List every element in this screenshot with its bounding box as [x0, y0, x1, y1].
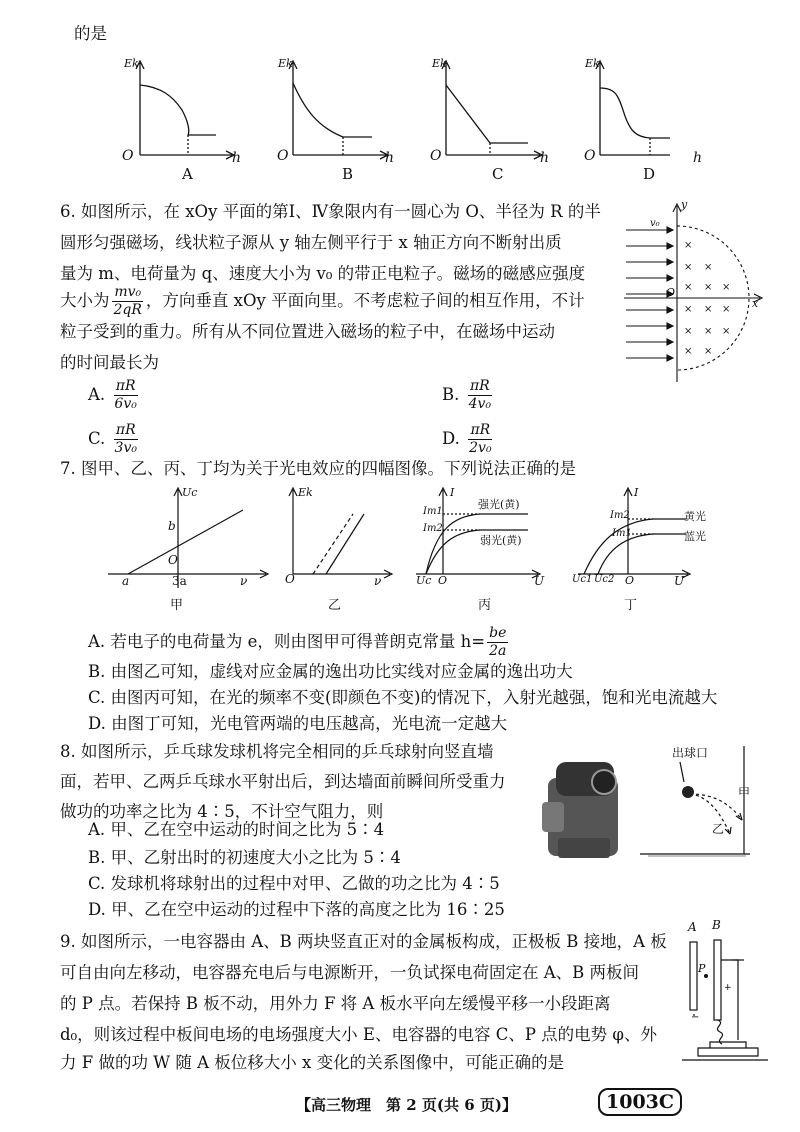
ek-h-graphs — [110, 55, 670, 195]
q8-outlet-label: 出球口 — [672, 746, 709, 760]
yi-origin: O — [285, 572, 295, 586]
q6-fig-speed: v₀ — [650, 218, 660, 229]
graph-c-curve — [446, 85, 528, 143]
jia-a: a — [122, 574, 130, 588]
graph-a-axes — [136, 61, 234, 159]
svg-text:×: × — [684, 346, 693, 357]
svg-text:−: − — [691, 1012, 700, 1023]
yi-caption: 乙 — [328, 598, 342, 613]
ding-blue-curve — [598, 534, 686, 574]
bing-xlabel: U — [534, 574, 545, 588]
jia-xlabel: ν — [240, 574, 248, 588]
q6-fig-origin: O — [666, 286, 676, 299]
graph-b-ylabel: Ek — [278, 57, 293, 70]
graph-b-xlabel: h — [385, 150, 395, 166]
jia-caption: 甲 — [170, 598, 184, 613]
q8-option-a[interactable]: A. 甲、乙在空中运动的时间之比为 5∶4 — [88, 820, 385, 839]
q9-label-b: B — [712, 918, 721, 932]
q7-stem: 7. 图甲、乙、丙、丁均为关于光电效应的四幅图像。下列说法正确的是 — [60, 459, 576, 478]
q6-option-b[interactable]: B. $\frac{\pi R}{\text{4v₀}}$ — [442, 378, 492, 412]
graph-a-origin: O — [122, 148, 134, 164]
jia-b: b — [168, 519, 176, 533]
jia-3a: 3a — [172, 574, 187, 588]
q8-option-b[interactable]: B. 甲、乙射出时的初速度大小之比为 5∶4 — [88, 848, 401, 867]
q6-line-4: 大小为 $\frac{\text{mv₀}}{2qR}$ ，方向垂直 xOy 平面向里。不考虑粒子间的相互作用，不计 — [60, 284, 585, 318]
bing-weak: 弱光(黄) — [480, 534, 522, 547]
q9-line-1: 9. 如图所示，一电容器由 A、B 两块竖直正对的金属板构成，正极板 B 接地，A 板 — [60, 932, 667, 951]
ding-yellow: 黄光 — [684, 510, 706, 523]
yi-solid-line — [326, 514, 364, 574]
graph-c-ylabel: Ek — [432, 57, 447, 70]
svg-text:×: × — [684, 304, 693, 315]
q6-fig-x: x — [752, 297, 759, 310]
ding-im2: Im2 — [610, 510, 630, 521]
svg-text:+: + — [724, 983, 732, 993]
graph-b-letter: B — [342, 165, 354, 183]
graph-a-xlabel: h — [232, 150, 242, 166]
q8-jia-label: 甲 — [738, 786, 751, 800]
jia-ylabel: Uc — [182, 486, 198, 499]
ding-caption: 丁 — [624, 598, 638, 613]
bing-uc: Uc — [416, 574, 432, 587]
q8-line-2: 面，若甲、乙两乒乓球水平射出后，到达墙面前瞬间所受重力 — [60, 772, 506, 791]
graph-b-origin: O — [277, 148, 289, 164]
svg-text:×: × — [722, 326, 731, 337]
jia-line — [128, 510, 243, 574]
svg-text:×: × — [684, 262, 693, 273]
yi-xlabel: ν — [374, 574, 382, 588]
q8-line-1: 8. 如图所示，乒乓球发球机将完全相同的乒乓球射向竖直墙 — [60, 742, 494, 761]
bing-im1: Im1 — [423, 506, 443, 517]
graph-d-letter: D — [643, 165, 656, 183]
graph-d-axes — [596, 61, 670, 159]
plate-b — [714, 940, 721, 1020]
graph-a-letter: A — [182, 165, 193, 183]
q9-line-5: 力 F 做的功 W 随 A 板位移大小 x 变化的关系图像中，可能正确的是 — [60, 1053, 565, 1072]
svg-text:×: × — [704, 262, 713, 273]
q8-option-c[interactable]: C. 发球机将球射出的过程中对甲、乙做的功之比为 4∶5 — [88, 874, 500, 893]
bing-caption: 丙 — [478, 598, 492, 613]
q6-line-2: 圆形匀强磁场，线状粒子源从 y 轴左侧平行于 x 轴正方向不断射出质 — [60, 233, 562, 252]
q6-line-6: 的时间最长为 — [60, 353, 159, 372]
ding-origin: O — [625, 574, 635, 587]
ping-pong-machine-photo — [542, 762, 618, 858]
graph-a-curve — [140, 85, 189, 135]
ding-xlabel: U — [674, 574, 685, 588]
graph-c-letter: C — [492, 165, 504, 183]
graph-d-xlabel: h — [693, 150, 703, 166]
svg-text:×: × — [704, 282, 713, 293]
prev-question-tail: 的是 — [74, 24, 107, 43]
q7-option-c[interactable]: C. 由图丙可知，在光的频率不变(即颜色不变)的情况下，入射光越强，饱和光电流越大 — [88, 688, 718, 707]
ding-blue: 蓝光 — [684, 530, 706, 543]
q9-line-2: 可自由向左移动，电容器充电后与电源断开，一负试探电荷固定在 A、B 两板间 — [60, 963, 640, 982]
graph-c-origin: O — [430, 148, 442, 164]
graph-b-axes — [289, 61, 388, 159]
svg-text:×: × — [722, 282, 731, 293]
q6-option-c[interactable]: C. $\frac{\pi R}{\text{3v₀}}$ — [88, 422, 137, 456]
graph-c-xlabel: h — [540, 150, 550, 166]
graph-c-axes — [442, 61, 542, 159]
q7-option-b[interactable]: B. 由图乙可知，虚线对应金属的逸出功比实线对应金属的逸出功大 — [88, 662, 573, 681]
q9-line-4: d₀，则该过程中板间电场的电场强度大小 E、电容器的电容 C、P 点的电势 φ、外 — [60, 1025, 657, 1044]
svg-text:×: × — [684, 326, 693, 337]
page-footer: 【高三物理 第 2 页(共 6 页)】 — [296, 1096, 517, 1114]
yi-ylabel: Ek — [298, 486, 313, 499]
svg-text:×: × — [722, 304, 731, 315]
q6-option-d[interactable]: D. $\frac{\pi R}{\text{2v₀}}$ — [442, 422, 492, 456]
q6-line-1: 6. 如图所示，在 xOy 平面的第Ⅰ、Ⅳ象限内有一圆心为 O、半径为 R 的半 — [60, 202, 601, 221]
graph-d-origin: O — [584, 148, 596, 164]
svg-text:×: × — [684, 282, 693, 293]
q8-line-3: 做功的功率之比为 4∶5，不计空气阻力，则 — [60, 802, 384, 821]
q6-magnetic-field-figure — [622, 200, 772, 385]
bing-im2: Im2 — [423, 523, 443, 534]
ding-uc2: Uc2 — [594, 574, 615, 585]
jia-origin: O — [168, 553, 178, 567]
q9-line-3: 的 P 点。若保持 B 板不动，用外力 F 将 A 板水平向左缓慢平移一小段距离 — [60, 994, 611, 1013]
q8-yi-label: 乙 — [712, 822, 725, 836]
q6-line-3: 量为 m、电荷量为 q、速度大小为 v₀ 的带正电粒子。磁场的磁感应强度 — [60, 264, 586, 283]
plate-a — [690, 942, 697, 1010]
q9-label-a: A — [688, 920, 697, 934]
ding-im1: Im1 — [612, 528, 632, 539]
bing-origin: O — [438, 574, 448, 587]
bing-ylabel: I — [450, 486, 455, 499]
q9-label-p: P — [698, 962, 706, 975]
q6-line-5: 粒子受到的重力。所有从不同位置进入磁场的粒子中，在磁场中运动 — [60, 322, 555, 341]
q8-option-d[interactable]: D. 甲、乙在空中运动的过程中下落的高度之比为 16∶25 — [88, 900, 505, 919]
bing-strong: 强光(黄) — [478, 498, 520, 511]
svg-text:×: × — [704, 326, 713, 337]
q8-figure — [540, 742, 780, 867]
graph-d-ylabel: Ek — [585, 57, 600, 70]
ding-ylabel: I — [634, 486, 639, 499]
q6-option-a[interactable]: A. $\frac{\pi R}{\text{6v₀}}$ — [88, 378, 137, 412]
graph-b-curve — [293, 83, 372, 137]
exam-code: 1003C — [598, 1088, 682, 1116]
q7-option-a[interactable]: A. 若电子的电荷量为 e，则由图甲可得普朗克常量 h= $\frac{be}{2a}$ — [88, 625, 507, 659]
q6-fig-y: y — [681, 198, 688, 211]
ding-yellow-curve — [584, 519, 686, 574]
b-fraction: $\frac{\text{mv₀}}{2qR}$ — [113, 284, 142, 318]
graph-a-ylabel: Ek — [124, 57, 139, 70]
ping-pong-ball — [682, 786, 694, 798]
field-cross: × — [684, 240, 693, 251]
q9-capacitor-figure — [680, 920, 770, 1065]
svg-text:×: × — [704, 304, 713, 315]
ding-uc1: Uc1 — [572, 574, 593, 585]
graph-d-curve — [600, 88, 670, 138]
q7-option-d[interactable]: D. 由图丁可知，光电管两端的电压越高，光电流一定越大 — [88, 714, 508, 733]
yi-dashed-line — [313, 514, 353, 574]
svg-text:×: × — [704, 346, 713, 357]
